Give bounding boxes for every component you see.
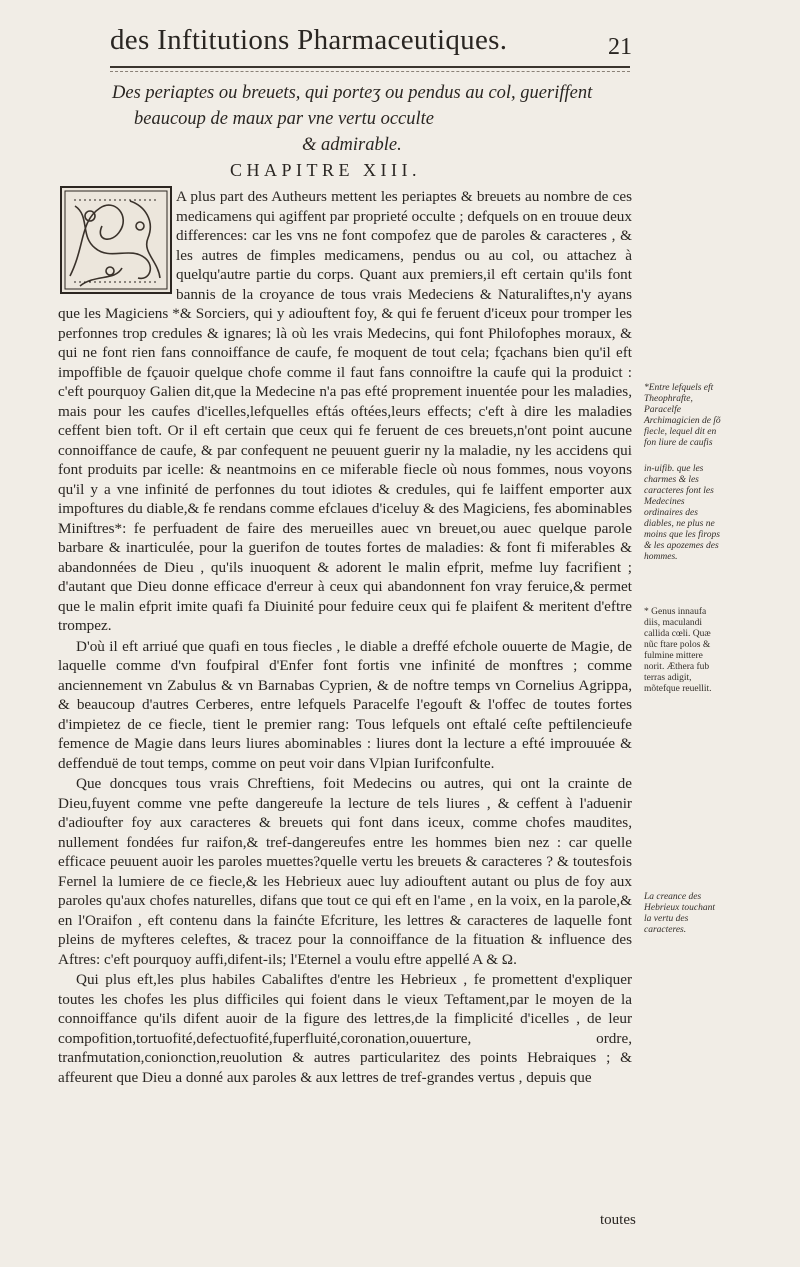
header-rule <box>110 66 630 68</box>
margin-note: La creance des Hebrieux touchant la vertu des caracteres. <box>644 892 715 935</box>
margin-note: * Genus innaufa diis, maculandi callida cœli. Quæ nũc ftare polos & fulmine mittere norit. Æthera fub terras adigit, mõtefque reuellit. <box>644 607 712 694</box>
header-rule-ornament <box>110 71 630 72</box>
paragraph: Que doncques tous vrais Chreftiens, foit Medecins ou autres, qui ont la crainte de Dieu,fuyent comme vne pefte dangereufe la lecture de tels liures , & ceffent à l'aduenir d'adioufter foy aux caracteres & breuets qui font dans iceux, comme chofes maudites, nullement fondées fur raifon,& tref-dangereufes entre les hommes bien nez : car quelle efficace peuuent auoir les paroles muettes?quelle vertu les breuets & caracteres ? & toutesfois Fernel la lumiere de ce fiecle,& les Hebrieux auec luy adiouftent autant ou plus de foy aux paroles qu'aux chofes naturelles, difans que tout ce qui eft en l'ame , en la voix, en la parole,& en l'Oraifon , eft contenu dans la fainćte Efcriture, les lettres & caracteres de laquelle font pleins de myfteres celeftes, & tracez pour la connoiffance de la fituation & influence des Aftres: c'eft pourquoy auffi,difent-ils; l'Eternel a voulu eftre appellé A & Ω. <box>58 775 632 968</box>
margin-note: *Entre lefquels eft Theophrafte, Paracelfe Archimagicien de ſõ fiecle, lequel dit en fon liure de caufis <box>644 383 721 448</box>
page-number: 21 <box>608 34 632 60</box>
margin-note: in-uifib. que les charmes & les caracteres font les Medecines ordinaires des diables, ne plus ne moins que les firops & les apozemes des hommes. <box>644 464 720 562</box>
paragraph: D'où il eft arriué que quafi en tous fiecles , le diable a dreffé efchole ouuerte de Magie, de laquelle comme d'vn foufpiral d'Enfer font fortis vne infinité de monftres ; comme anciennement vn Zabulus & vn Barnabas Cyprien, & de noftre temps vn Cornelius Agrippa, & beaucoup d'autres Cerberes, entre lefquels Paracelfe l'egouft & l'offec de toutes fortes d'impietez de ce fiecle, tient le premier rang: Tous lefquels ont eftalé ceſte peftilencieufe femence de Magie dans leurs liures abominables : liures dont la lecture a efté improuuée & deffenduë de tout temps, comme on peut voir dans Vlpian Iurifconfulte. <box>58 637 632 772</box>
chapter-title-line: beaucoup de maux par vne vertu occulte <box>134 109 435 129</box>
chapter-title-line: Des periaptes ou breuets, qui porteʒ ou pendus au col, gueriffent <box>112 83 593 103</box>
catchword: toutes <box>600 1212 636 1228</box>
chapter-heading: CHAPITRE XIII. <box>230 160 421 180</box>
paragraph: A plus part des Autheurs mettent les periaptes & breuets au nombre de ces medicamens qui agiffent par proprieté occulte ; defquels on en trouue deux differences: car les vns ne font compofez que de paroles & caracteres , & les autres de fimples medicamens, pendus ou au col, ou attachez à quelqu'autre partie du corps. Quant aux premiers,il eft certain qu'ils font bannis de la croyance de tous vrais Medeciens & Naturaliftes,n'y ayans que les Magiciens *& Sorciers, qui y adiouftent foy, & qui fe feruent d'iceux pour tromper les perfonnes trop credules & ignares; là où les vrais Medecins, qui font Philofophes moraux, & qui ne font rien fans connoiffance de caufe, fe moquent de tout cela; fçachans bien qu'il eft impoffible de fçauoir quelque chofe comme il faut fans connoiftre la caufe qui la produict : c'eft pourquoy Galien dit,que la Medecine n'a pas efté proprement inuentée pour les maladies, mais pour les caufes d'icelles,lefquelles eftás oftées,leurs effects; c'eft à dire les maladies ceffent bien toft. Or il eft certain que ceux qui fe feruent de ces breuets,n'ont point aucune connoiffance de caufe, & par confequent ne peuuent guerir ny la maladie, ny les accidens qui font produits par icelle: & neantmoins en ce miferable fiecle où nous fommes, nous voyons qu'il y a vne infinité de perfonnes du tout idiotes & credules, qui fe laiffent emporter aux impoftures du diable,& fe rendans comme efclaues d'iceluy & des Magiciens, fes abominables Miniftres*: fe perfuadent de faire des merueilles auec vn breuet,ou auec quelque parole barbare & inarticulée, pour la guerifon de toutes fortes de maladies: & font fi miferables & abandonnées de Dieu , qu'ils inuoquent & adorent le malin efprit, mefme luy facrifient ; d'autant que Dieu donne efficace d'erreur à ceux qui abandonnent fon vray feruice,& permet que le malin efprit imite quafi fa Diuinité pour feduire ceux qui fe plaifent & meritent d'eftre trompez. <box>58 188 632 634</box>
initial-space <box>58 187 176 295</box>
chapter-title-line: & admirable. <box>302 135 402 155</box>
chapter-title <box>112 80 622 158</box>
paragraph: Qui plus eft,les plus habiles Cabaliftes d'entre les Hebrieux , fe promettent d'expliquer toutes les chofes les plus difficiles qui foient dans le vieux Teftament,par le moyen de la connoiffance qu'ils difent auoir de la figure des lettres,de la fimplicité d'icelles , de leur compofition,tortuofité,defectuofité,fuperfluité,coronation,ouuerture, ordre, tranfmutation,conionction,reuolution & autres particularitez des points Hebraiques ; & affeurent que Dieu a donné aux paroles & aux lettres de tref-grandes vertus , depuis que <box>58 971 632 1086</box>
body-text <box>58 187 632 1087</box>
running-head: des Inftitutions Pharmaceutiques. <box>110 24 508 56</box>
